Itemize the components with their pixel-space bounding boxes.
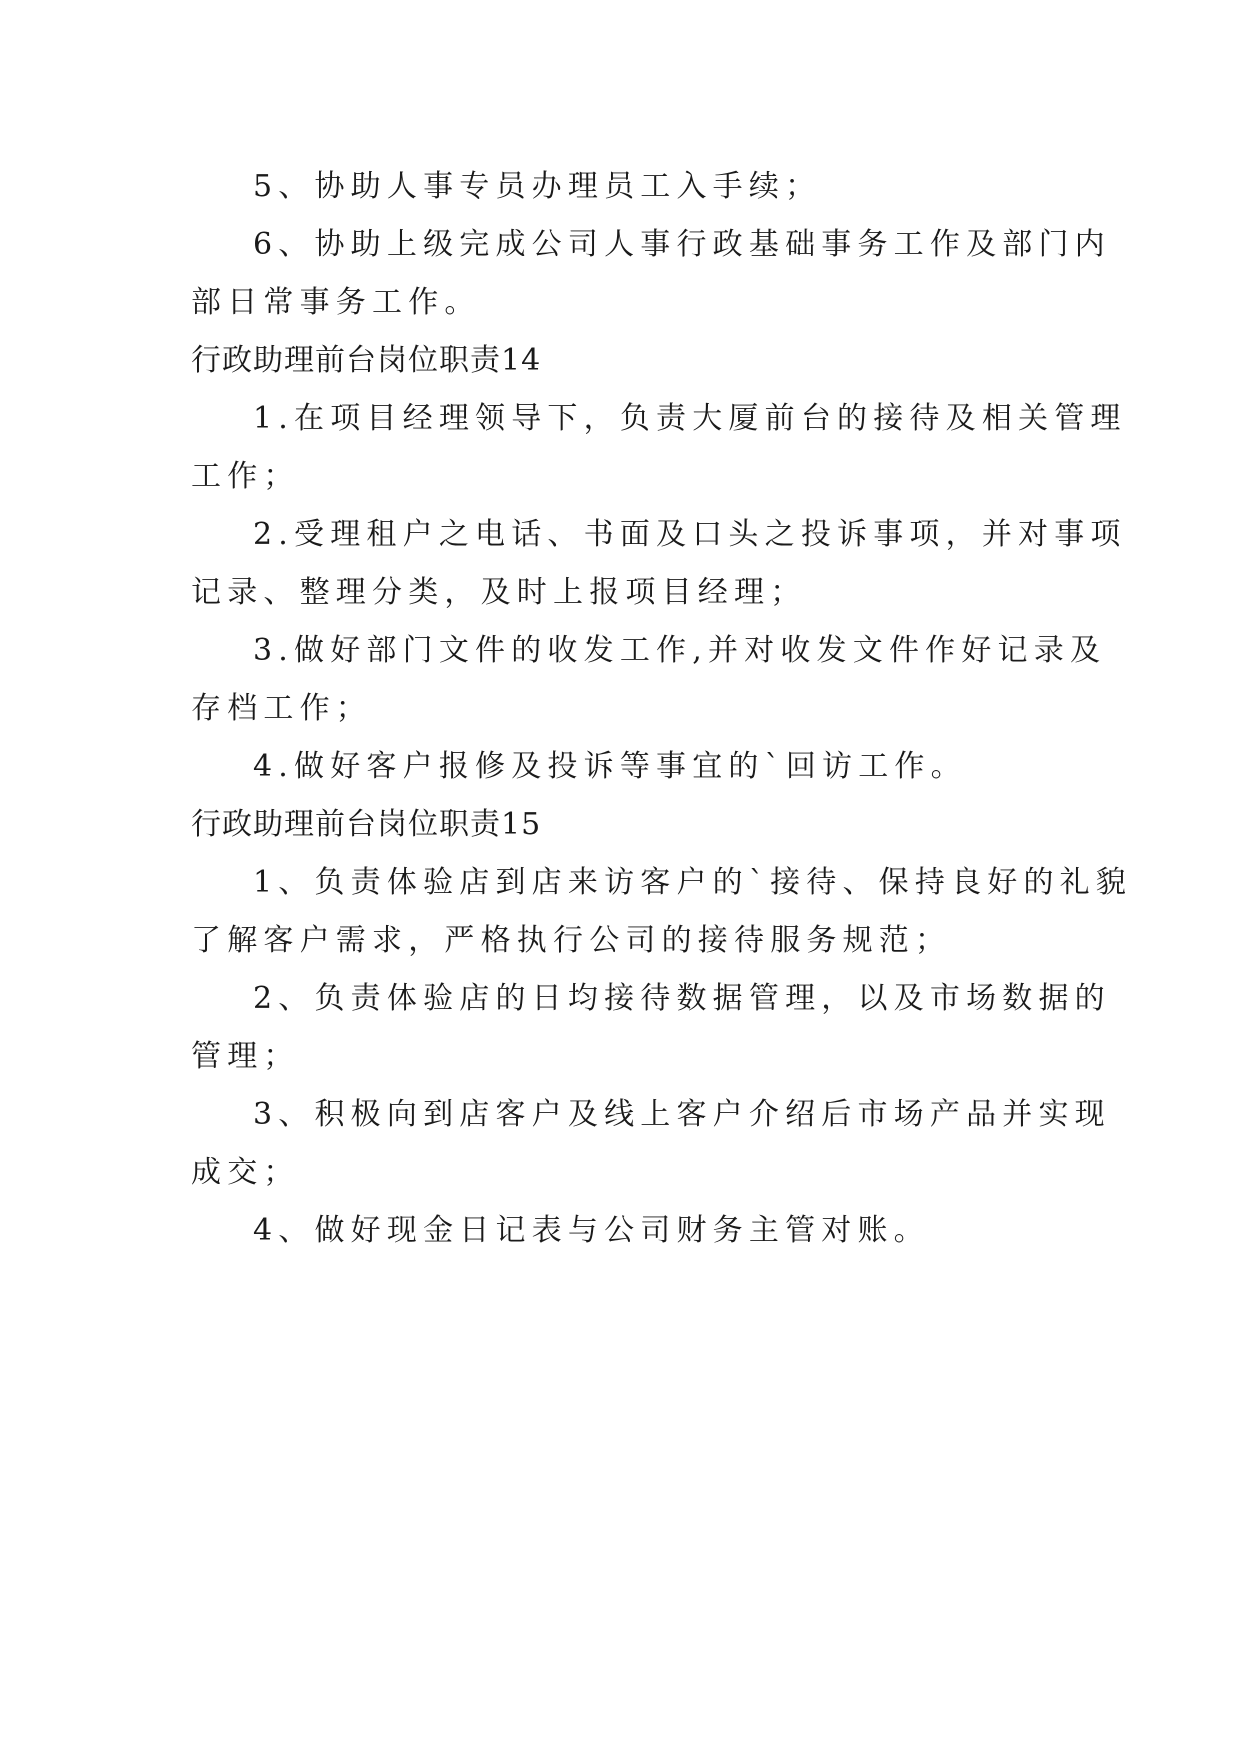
paragraph-line: 4.做好客户报修及投诉等事宜的`回访工作。 <box>253 749 967 784</box>
paragraph-line: 存档工作； <box>191 691 372 726</box>
paragraph-line: 2.受理租户之电话、书面及口头之投诉事项，并对事项 <box>253 517 1127 552</box>
paragraph-line: 记录、整理分类，及时上报项目经理； <box>191 575 807 610</box>
paragraph-line: 5、协助人事专员办理员工入手续； <box>253 169 822 204</box>
paragraph-line: 3、积极向到店客户及线上客户介绍后市场产品并实现 <box>253 1097 1111 1132</box>
paragraph-line: 成交； <box>191 1155 300 1190</box>
paragraph-line: 1.在项目经理领导下，负责大厦前台的接待及相关管理 <box>253 401 1127 436</box>
paragraph-line: 6、协助上级完成公司人事行政基础事务工作及部门内 <box>253 227 1111 262</box>
paragraph-line: 1、负责体验店到店来访客户的`接待、保持良好的礼貌 <box>253 865 1133 900</box>
section-heading: 行政助理前台岗位职责15 <box>191 807 542 842</box>
paragraph-line: 4、做好现金日记表与公司财务主管对账。 <box>253 1213 930 1248</box>
paragraph-line: 3.做好部门文件的收发工作,并对收发文件作好记录及 <box>253 633 1107 668</box>
paragraph-line: 管理； <box>191 1039 300 1074</box>
paragraph-line: 工作； <box>191 459 300 494</box>
document-body <box>191 158 1133 1260</box>
paragraph-line: 2、负责体验店的日均接待数据管理，以及市场数据的 <box>253 981 1111 1016</box>
paragraph-line: 部日常事务工作。 <box>191 285 481 320</box>
section-heading: 行政助理前台岗位职责14 <box>191 343 542 378</box>
paragraph-line: 了解客户需求，严格执行公司的接待服务规范； <box>191 923 952 958</box>
